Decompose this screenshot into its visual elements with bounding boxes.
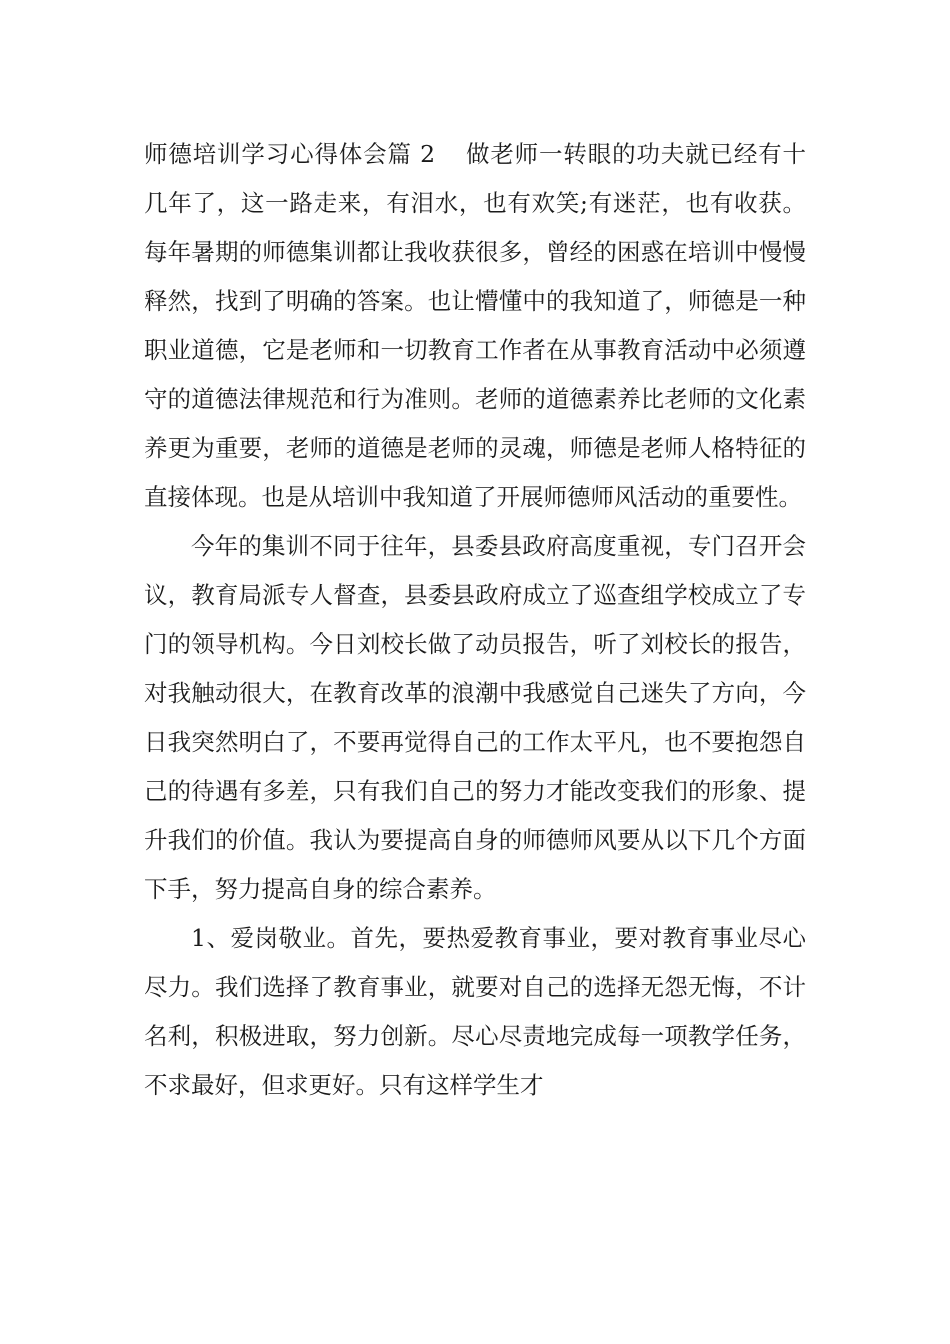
document-body <box>144 130 806 1110</box>
paragraph-3: 1、爱岗敬业。首先，要热爱教育事业，要对教育事业尽心尽力。我们选择了教育事业，就要对自己的选择无怨无悔，不计名利，积极进取，努力创新。尽心尽责地完成每一项教学任务，不求最好，但求更好。只有这样学生才 <box>144 924 806 1099</box>
document-heading: 师德培训学习心得体会篇 2 <box>144 140 436 168</box>
paragraph-2: 今年的集训不同于往年，县委县政府高度重视，专门召开会议，教育局派专人督查，县委县政府成立了巡查组学校成立了专门的领导机构。今日刘校长做了动员报告，听了刘校长的报告，对我触动很大，在教育改革的浪潮中我感觉自己迷失了方向，今日我突然明白了，不要再觉得自己的工作太平凡，也不要抱怨自己的待遇有多差，只有我们自己的努力才能改变我们的形象、提升我们的价值。我认为要提高自身的师德师风要从以下几个方面下手，努力提高自身的综合素养。 <box>144 532 806 903</box>
paragraph-1 <box>144 130 806 522</box>
paragraph-1-text: 做老师一转眼的功夫就已经有十几年了，这一路走来，有泪水，也有欢笑;有迷茫，也有收获。每年暑期的师德集训都让我收获很多，曾经的困惑在培训中慢慢释然，找到了明确的答案。也让懵懂中的我知道了，师德是一种职业道德，它是老师和一切教育工作者在从事教育活动中必须遵守的道德法律规范和行为准则。老师的道德素养比老师的文化素养更为重要，老师的道德是老师的灵魂，师德是老师人格特征的直接体现。也是从培训中我知道了开展师德师风活动的重要性。 <box>144 140 807 511</box>
